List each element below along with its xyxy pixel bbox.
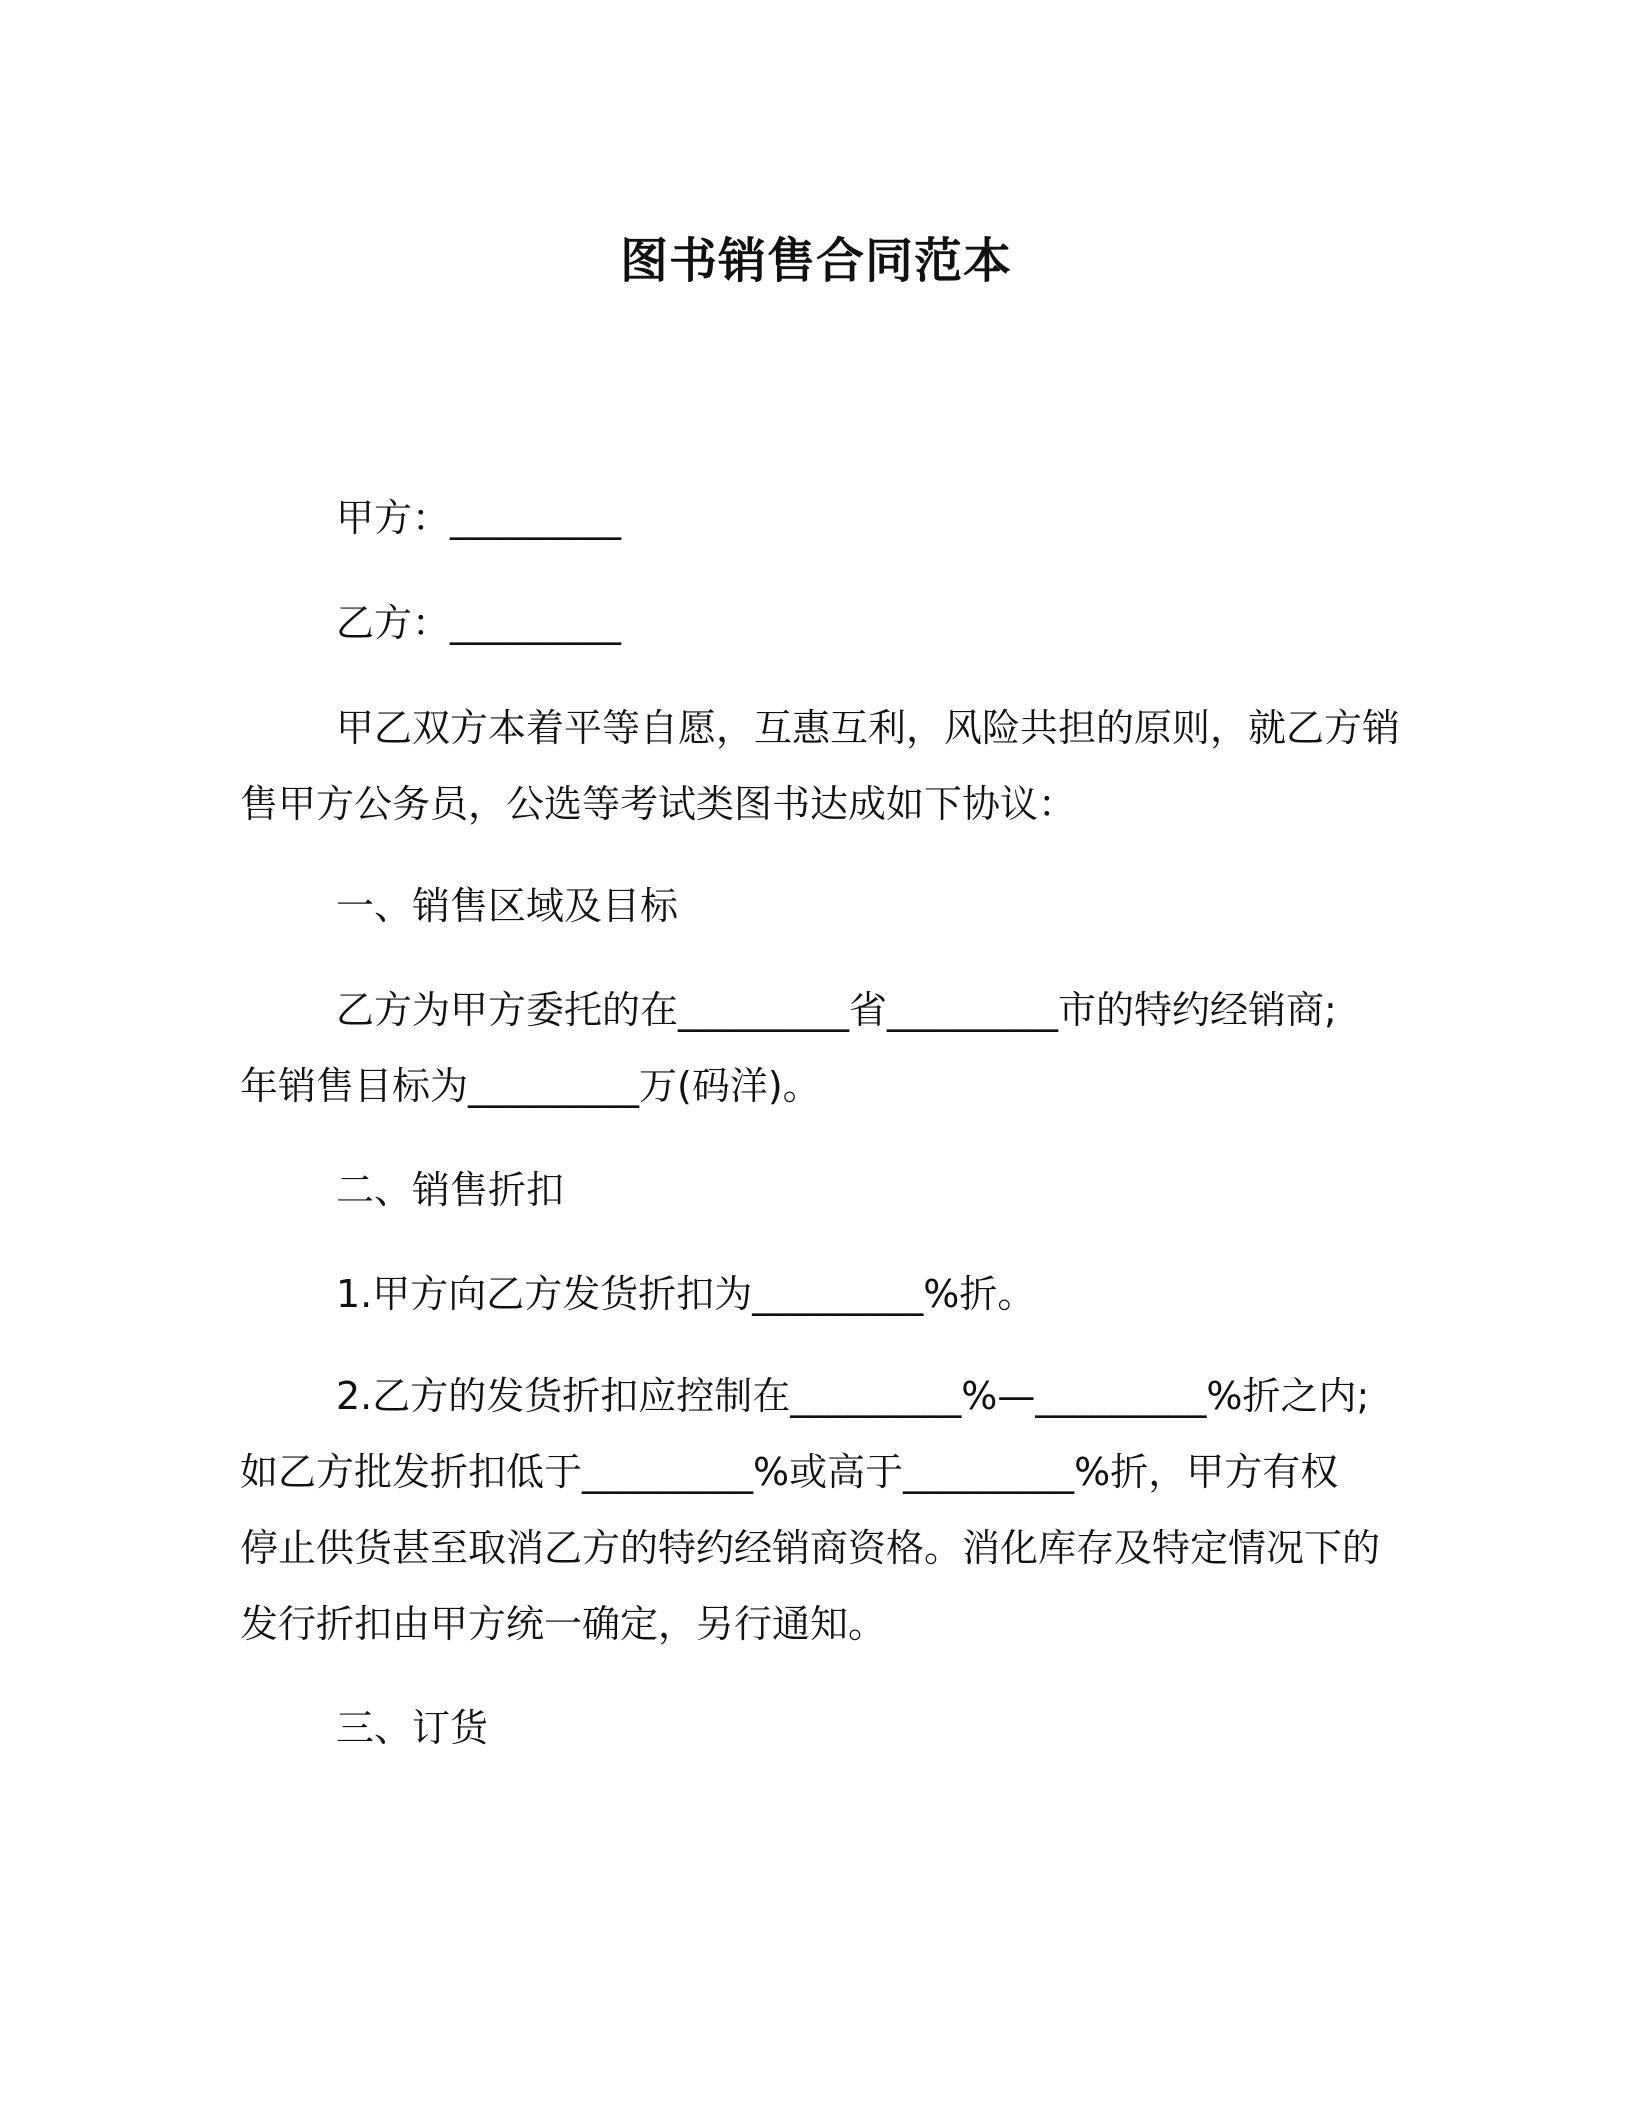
section2-heading: 二、销售折扣	[336, 1168, 565, 1212]
section2-item2-line-1: 2.乙方的发货折扣应控制在_________%—_________%折之内;	[336, 1374, 1370, 1418]
party-a-line: 甲方：_________	[336, 496, 622, 540]
party-b-line: 乙方：_________	[336, 601, 622, 645]
section1-heading: 一、销售区域及目标	[336, 884, 679, 928]
document-title: 图书销售合同范本	[619, 233, 1012, 289]
intro-line-2: 售甲方公务员，公选等考试类图书达成如下协议：	[240, 782, 1077, 826]
section2-item2-line-4: 发行折扣由甲方统一确定，另行通知。	[240, 1602, 887, 1646]
section2-item2-line-3: 停止供货甚至取消乙方的特约经销商资格。消化库存及特定情况下的	[240, 1526, 1381, 1570]
section1-line-2: 年销售目标为_________万(码洋)。	[240, 1064, 821, 1108]
section2-item2-line-2: 如乙方批发折扣低于_________%或高于_________%折，甲方有权	[240, 1450, 1339, 1494]
section1-line-1: 乙方为甲方委托的在_________省_________市的特约经销商;	[336, 988, 1337, 1032]
intro-line-1: 甲乙双方本着平等自愿，互惠互利，风险共担的原则，就乙方销	[336, 706, 1401, 750]
section3-heading: 三、订货	[336, 1706, 489, 1750]
section2-item1: 1.甲方向乙方发货折扣为_________%折。	[336, 1272, 1036, 1316]
